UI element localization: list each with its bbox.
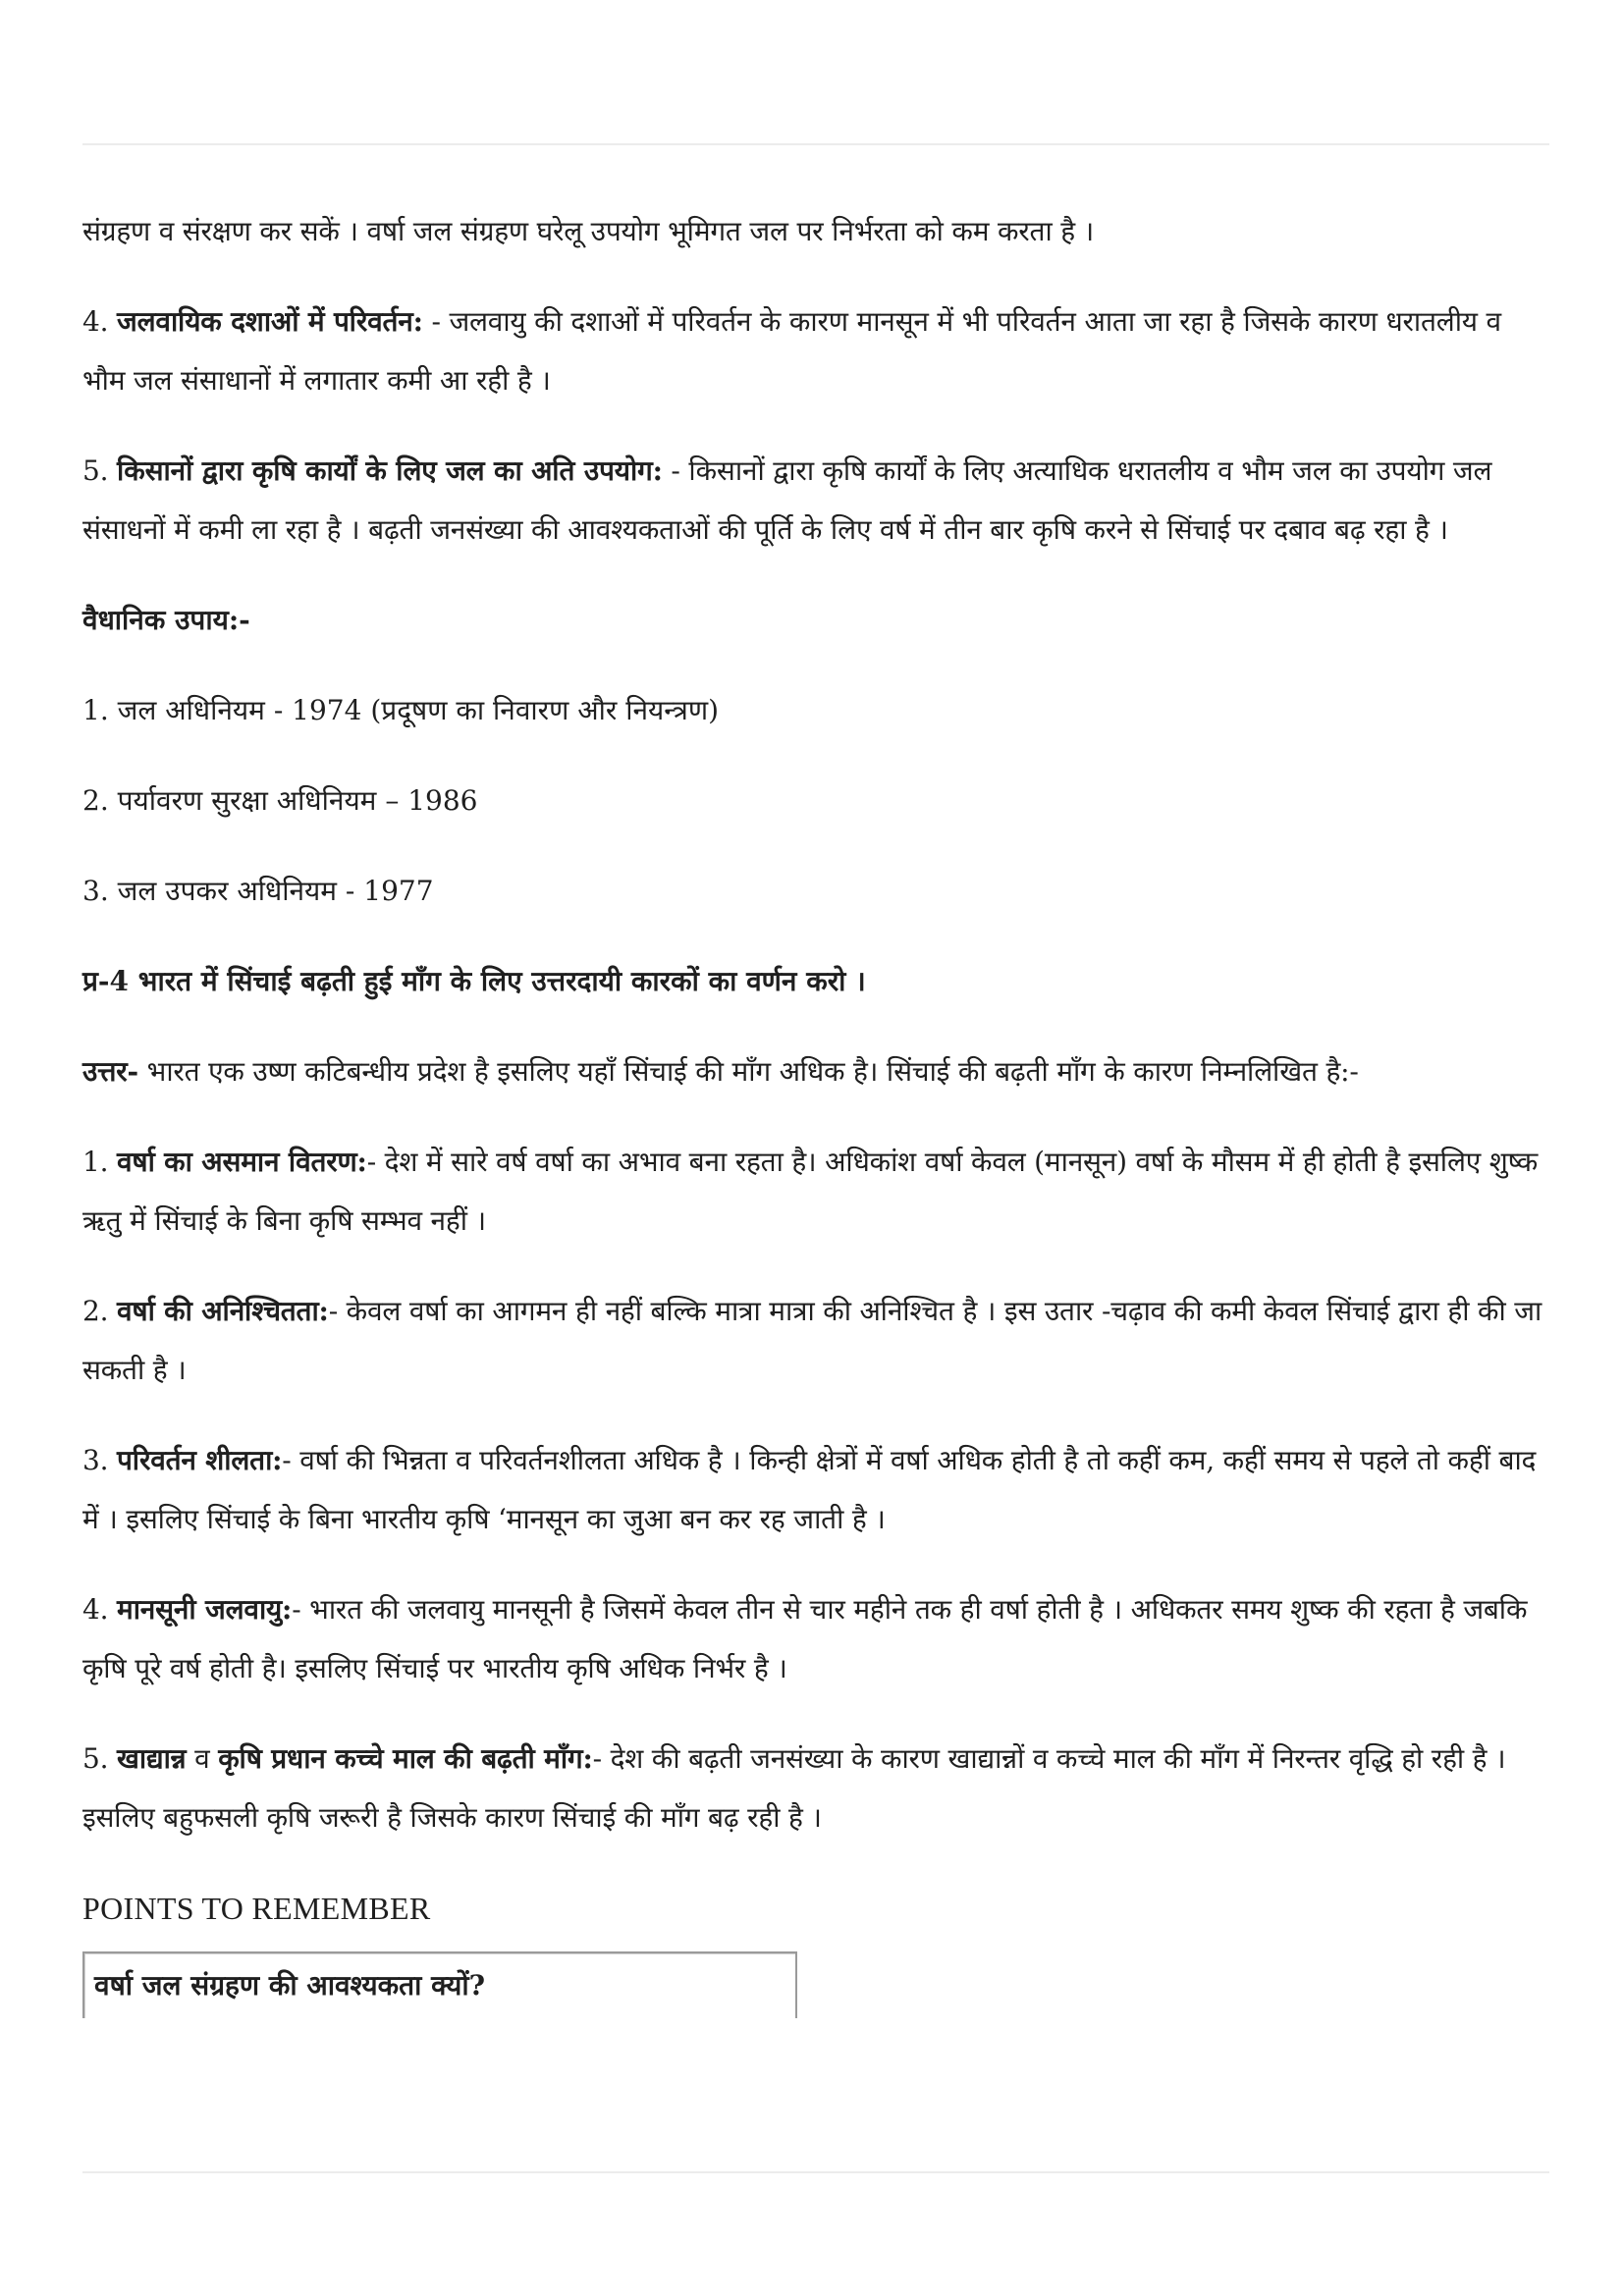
factor-text: - केवल वर्षा का आगमन ही नहीं बल्कि मात्रा मात्रा की अनिश्चित है । इस उतार -चढ़ाव की कमी केवल सिंचाई द्वारा ही की जा सकती है । [82,1295,1542,1386]
law-item: 1. जल अधिनियम - 1974 (प्रदूषण का निवारण और नियन्त्रण) [82,694,720,726]
factor-title: वर्षा का असमान वितरण: [117,1146,367,1178]
factor-title: वर्षा की अनिश्चितता: [117,1295,329,1327]
document-body [82,202,1547,2018]
factor-title: मानसूनी जलवायु: [117,1593,293,1626]
point-overuse-by-farmers [82,442,1547,560]
factor-number: 5. [82,1742,118,1775]
point-climate-change [82,293,1547,410]
answer-text: भारत एक उष्ण कटिबन्धीय प्रदेश है इसलिए यहाँ सिंचाई की माँग अधिक है। सिंचाई की बढ़ती माँग के कारण निम्नलिखित है:- [137,1055,1359,1088]
factor-title: परिवर्तन शीलता: [117,1444,283,1476]
factor-item [82,1282,1547,1400]
factor-item [82,1580,1547,1698]
factor-connector: व [186,1742,219,1775]
table-cell-text: वर्षा जल संग्रहण की आवश्यकता क्यों? [94,1969,486,2002]
answer-paragraph [82,1042,1547,1101]
points-to-remember-heading: POINTS TO REMEMBER [82,1891,431,1926]
factor-number: 4. [82,1593,118,1626]
paragraph-text: संग्रहण व संरक्षण कर सकें । वर्षा जल संग्रहण घरेलू उपयोग भूमिगत जल पर निर्भरता को कम करता है । [82,215,1095,247]
top-divider [82,143,1549,145]
factor-item [82,1730,1547,1847]
paragraph-continuation [82,202,1547,261]
answer-label: उत्तर- [82,1055,138,1088]
point-text: - किसानों द्वारा कृषि कार्यों के लिए अत्याधिक धरातलीय व भौम जल का उपयोग जल संसाधनों में कमी ला रहा है । बढ़ती जनसंख्या की आवश्यकताओं की पूर्ति के लिए वर्ष में तीन बार कृषि करने से सिंचाई पर दबाव बढ़ रहा है । [82,454,1492,546]
factor-text: - भारत की जलवायु मानसूनी है जिसमें केवल तीन से चार महीने तक ही वर्षा होती है । अधिकतर समय शुष्क की रहता है जबकि कृषि पूरे वर्ष होती है। इसलिए सिंचाई पर भारतीय कृषि अधिक निर्भर है । [82,1593,1528,1684]
factor-item [82,1133,1547,1251]
point-title: जलवायिक दशाओं में परिवर्तन: [117,305,423,338]
point-number: 5. [82,454,118,487]
factor-number: 1. [82,1146,118,1178]
point-number: 4. [82,305,118,338]
factor-text: - देश में सारे वर्ष वर्षा का अभाव बना रहता है। अधिकांश वर्षा केवल (मानसून) वर्षा के मौसम में ही होती है इसलिए शुष्क ऋतु में सिंचाई के बिना कृषि सम्भव नहीं । [82,1146,1539,1237]
legal-measures-heading: वैधानिक उपाय:- [82,604,250,636]
point-text: - जलवायु की दशाओं में परिवर्तन के कारण मानसून में भी परिवर्तन आता जा रहा है जिसके कारण धरातलीय व भौम जल संसाधानों में लगातार कमी आ रही है । [82,305,1501,397]
factor-title-2: कृषि प्रधान कच्चे माल की बढ़ती माँग: [218,1742,593,1775]
summary-table-cell [82,1951,797,2018]
factor-number: 3. [82,1444,118,1476]
factor-number: 2. [82,1295,118,1327]
question-heading: प्र-4 भारत में सिंचाई बढ़ती हुई माँग के लिए उत्तरदायी कारकों का वर्णन करो । [82,965,866,997]
factor-title: खाद्यान्न [117,1742,187,1775]
law-item: 3. जल उपकर अधिनियम - 1977 [82,875,434,907]
point-title: किसानों द्वारा कृषि कार्यों के लिए जल का अति उपयोग: [117,454,663,487]
law-item: 2. पर्यावरण सुरक्षा अधिनियम – 1986 [82,784,478,817]
factor-text: - वर्षा की भिन्नता व परिवर्तनशीलता अधिक है । किन्ही क्षेत्रों में वर्षा अधिक होती है तो कहीं कम, कहीं समय से पहले तो कहीं बाद में । इसलिए सिंचाई के बिना भारतीय कृषि ‘मानसून का जुआ बन कर रह जाती है । [82,1444,1537,1535]
factor-item [82,1431,1547,1549]
factor-text: - देश की बढ़ती जनसंख्या के कारण खाद्यान्नों व कच्चे माल की माँग में निरन्तर वृद्धि हो रही है । इसलिए बहुफसली कृषि जरूरी है जिसके कारण सिंचाई की माँग बढ़ रही है । [82,1742,1506,1834]
bottom-divider [82,2171,1549,2173]
